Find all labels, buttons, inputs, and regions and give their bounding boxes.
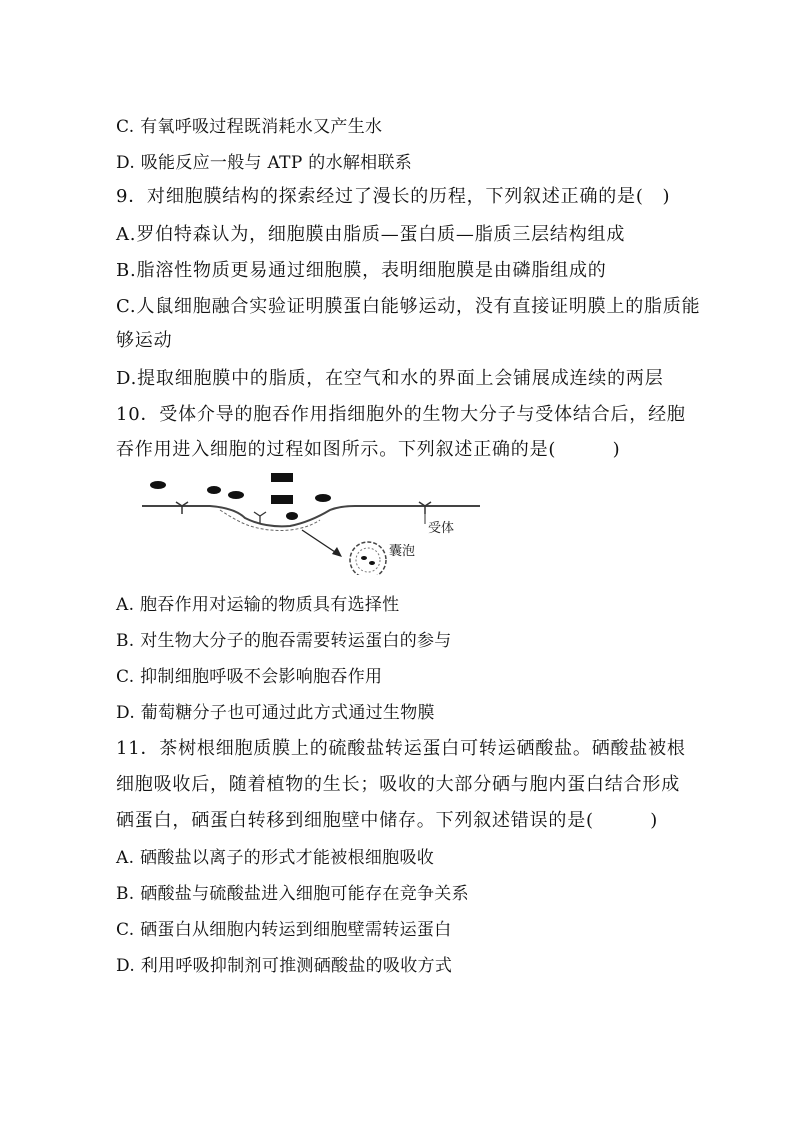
arrow (302, 530, 338, 554)
receptor (176, 502, 188, 514)
q8-option-c: C. 有氧呼吸过程既消耗水又产生水 (116, 117, 383, 137)
macromolecule (207, 486, 221, 494)
q11-stem-cont2: 硒蛋白，硒蛋白转移到细胞壁中储存。下列叙述错误的是( ) (116, 810, 659, 831)
arrowhead (332, 547, 342, 557)
q11-option-d: D. 利用呼吸抑制剂可推测硒酸盐的吸收方式 (116, 956, 453, 976)
q9-option-b: B.脂溶性物质更易通过细胞膜，表明细胞膜是由磷脂组成的 (116, 260, 607, 281)
vesicle (350, 542, 386, 575)
macromolecule (271, 495, 293, 504)
cell-membrane-inner (220, 510, 320, 531)
q10-stem: 10．受体介导的胞吞作用指细胞外的生物大分子与受体结合后，经胞 (116, 404, 686, 425)
q9-option-c-cont: 够运动 (116, 330, 173, 351)
q10-option-d: D. 葡萄糖分子也可通过此方式通过生物膜 (116, 703, 435, 723)
bound-macromolecule (286, 512, 298, 520)
q10-option-c: C. 抑制细胞呼吸不会影响胞吞作用 (116, 667, 383, 687)
q9-option-d: D.提取细胞膜中的脂质，在空气和水的界面上会铺展成连续的两层 (116, 368, 664, 389)
q11-stem: 11．茶树根细胞质膜上的硫酸盐转运蛋白可转运硒酸盐。硒酸盐被根 (116, 738, 686, 759)
q11-option-a: A. 硒酸盐以离子的形式才能被根细胞吸收 (116, 848, 435, 868)
q9-option-c: C.人鼠细胞融合实验证明膜蛋白能够运动，没有直接证明膜上的脂质能 (116, 296, 701, 317)
endocytosis-figure (140, 470, 485, 575)
receptor-label: 受体 (428, 521, 455, 536)
q9-stem: 9．对细胞膜结构的探索经过了漫长的历程，下列叙述正确的是( ) (116, 186, 671, 207)
vesicle-content (361, 556, 367, 560)
macromolecule (150, 481, 166, 489)
vesicle-label: 囊泡 (389, 544, 416, 559)
q11-stem-cont1: 细胞吸收后，随着植物的生长；吸收的大部分硒与胞内蛋白结合形成 (116, 774, 680, 795)
q8-option-d: D. 吸能反应一般与 ATP 的水解相联系 (116, 153, 413, 173)
macromolecule (228, 491, 244, 499)
q11-option-c: C. 硒蛋白从细胞内转运到细胞壁需转运蛋白 (116, 920, 452, 940)
macromolecule (315, 494, 331, 502)
q10-option-b: B. 对生物大分子的胞吞需要转运蛋白的参与 (116, 631, 452, 651)
q10-stem-cont: 吞作用进入细胞的过程如图所示。下列叙述正确的是( ) (116, 439, 621, 460)
receptor (419, 502, 431, 514)
macromolecule (271, 473, 293, 482)
q9-option-a: A.罗伯特森认为，细胞膜由脂质—蛋白质—脂质三层结构组成 (116, 224, 626, 245)
q10-option-a: A. 胞吞作用对运输的物质具有选择性 (116, 595, 400, 615)
vesicle-inner (356, 548, 380, 572)
vesicle-content (369, 561, 375, 565)
q11-option-b: B. 硒酸盐与硫酸盐进入细胞可能存在竞争关系 (116, 884, 469, 904)
